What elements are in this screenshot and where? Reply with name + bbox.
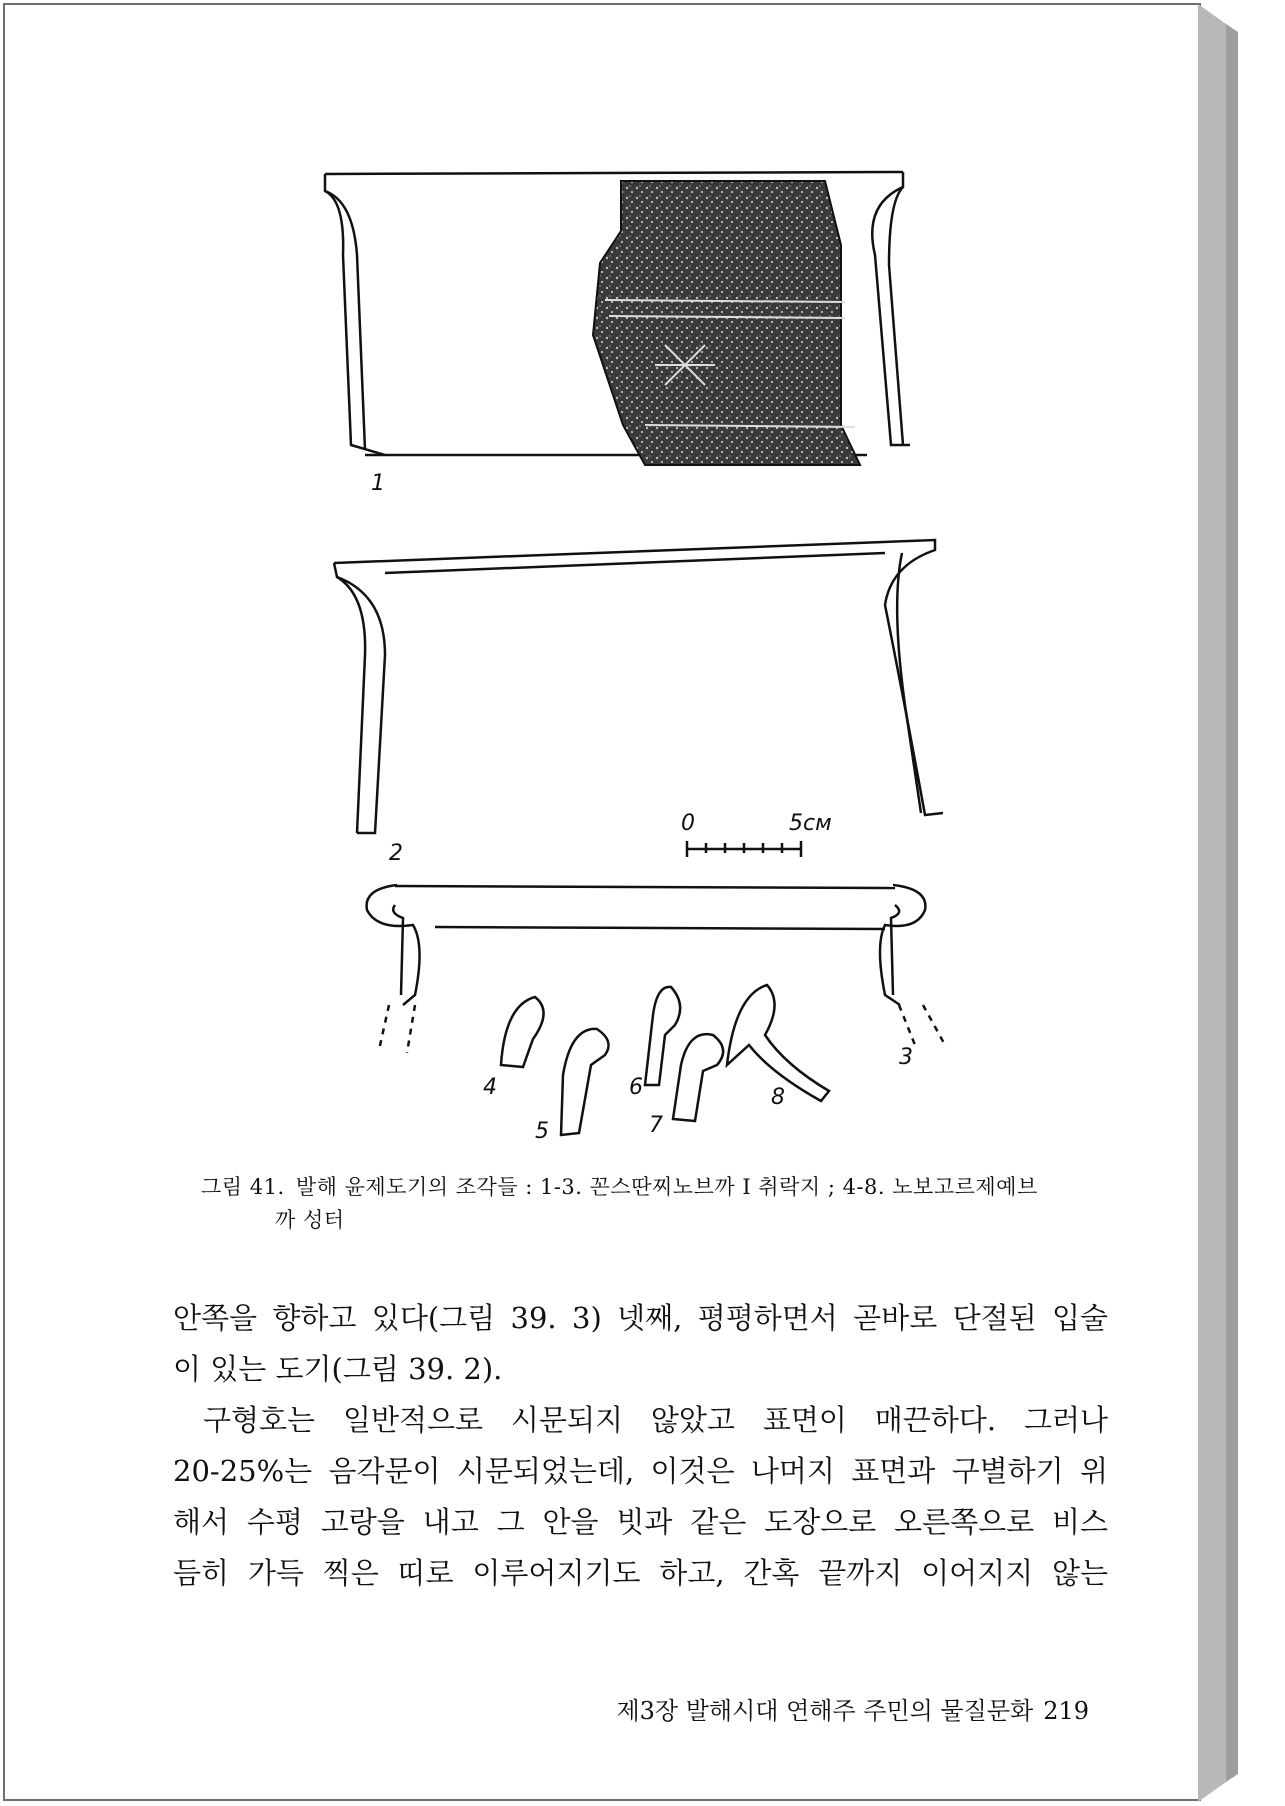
book-page (3, 3, 1201, 1801)
caption-text-continued: 까 성터 (275, 1208, 345, 1232)
pottery-figure (5, 5, 1203, 1165)
body-line-2: 이 있는 도기(그림 39. 2). (173, 1352, 503, 1386)
scale-label-end: 5см (789, 811, 832, 836)
book-page-edge (1198, 4, 1272, 1802)
figure-label-1: 1 (371, 471, 385, 496)
page-number: 219 (1043, 1697, 1089, 1725)
figure-label-4: 4 (483, 1075, 497, 1100)
running-chapter-title: 제3장 발해시대 연해주 주민의 물질문화 (616, 1697, 1034, 1725)
body-line-6: 듬히 가득 찍은 띠로 이루어지기도 하고, 간혹 끝까지 이어지지 않는 (173, 1556, 1108, 1590)
body-line-3: 구형호는 일반적으로 시문되지 않았고 표면이 매끈하다. 그러나 (203, 1403, 1108, 1437)
fragment-4 (501, 997, 544, 1067)
figure-label-5: 5 (535, 1119, 549, 1144)
figure-label-2: 2 (389, 841, 403, 866)
scale-bar (687, 841, 801, 857)
figure-label-3: 3 (899, 1045, 913, 1070)
rim-fragments (501, 985, 829, 1135)
fragment-6 (645, 987, 680, 1085)
vessel-3-drawing (367, 885, 945, 1053)
vessel-2-drawing (334, 540, 943, 833)
body-text (173, 1293, 1108, 1599)
caption-text: 발해 윤제도기의 조각들 : 1-3. 꼰스딴찌노브까 Ⅰ 취락지 ; 4-8. 노보고르제예브 (295, 1175, 1038, 1199)
figure-label-8: 8 (771, 1085, 785, 1110)
figure-label-6: 6 (629, 1075, 643, 1100)
pottery-drawings (5, 5, 1203, 1165)
caption-prefix: 그림 41. (201, 1175, 285, 1199)
body-line-4: 20-25%는 음각문이 시문되었는데, 이것은 나머지 표면과 구별하기 위 (173, 1454, 1108, 1488)
decorated-fragment (593, 181, 860, 465)
body-line-5: 해서 수평 고랑을 내고 그 안을 빗과 같은 도장으로 오른쪽으로 비스 (173, 1505, 1108, 1539)
figure-caption (201, 1171, 1131, 1237)
fragment-5 (561, 1029, 609, 1135)
body-line-1: 안쪽을 향하고 있다(그림 39. 3) 넷째, 평평하면서 곧바로 단절된 입술 (173, 1301, 1108, 1335)
scale-label-zero: 0 (681, 811, 695, 836)
fragment-8 (727, 985, 829, 1101)
fragment-7 (673, 1034, 723, 1121)
page-footer (589, 1691, 1089, 1726)
figure-label-7: 7 (649, 1113, 663, 1138)
